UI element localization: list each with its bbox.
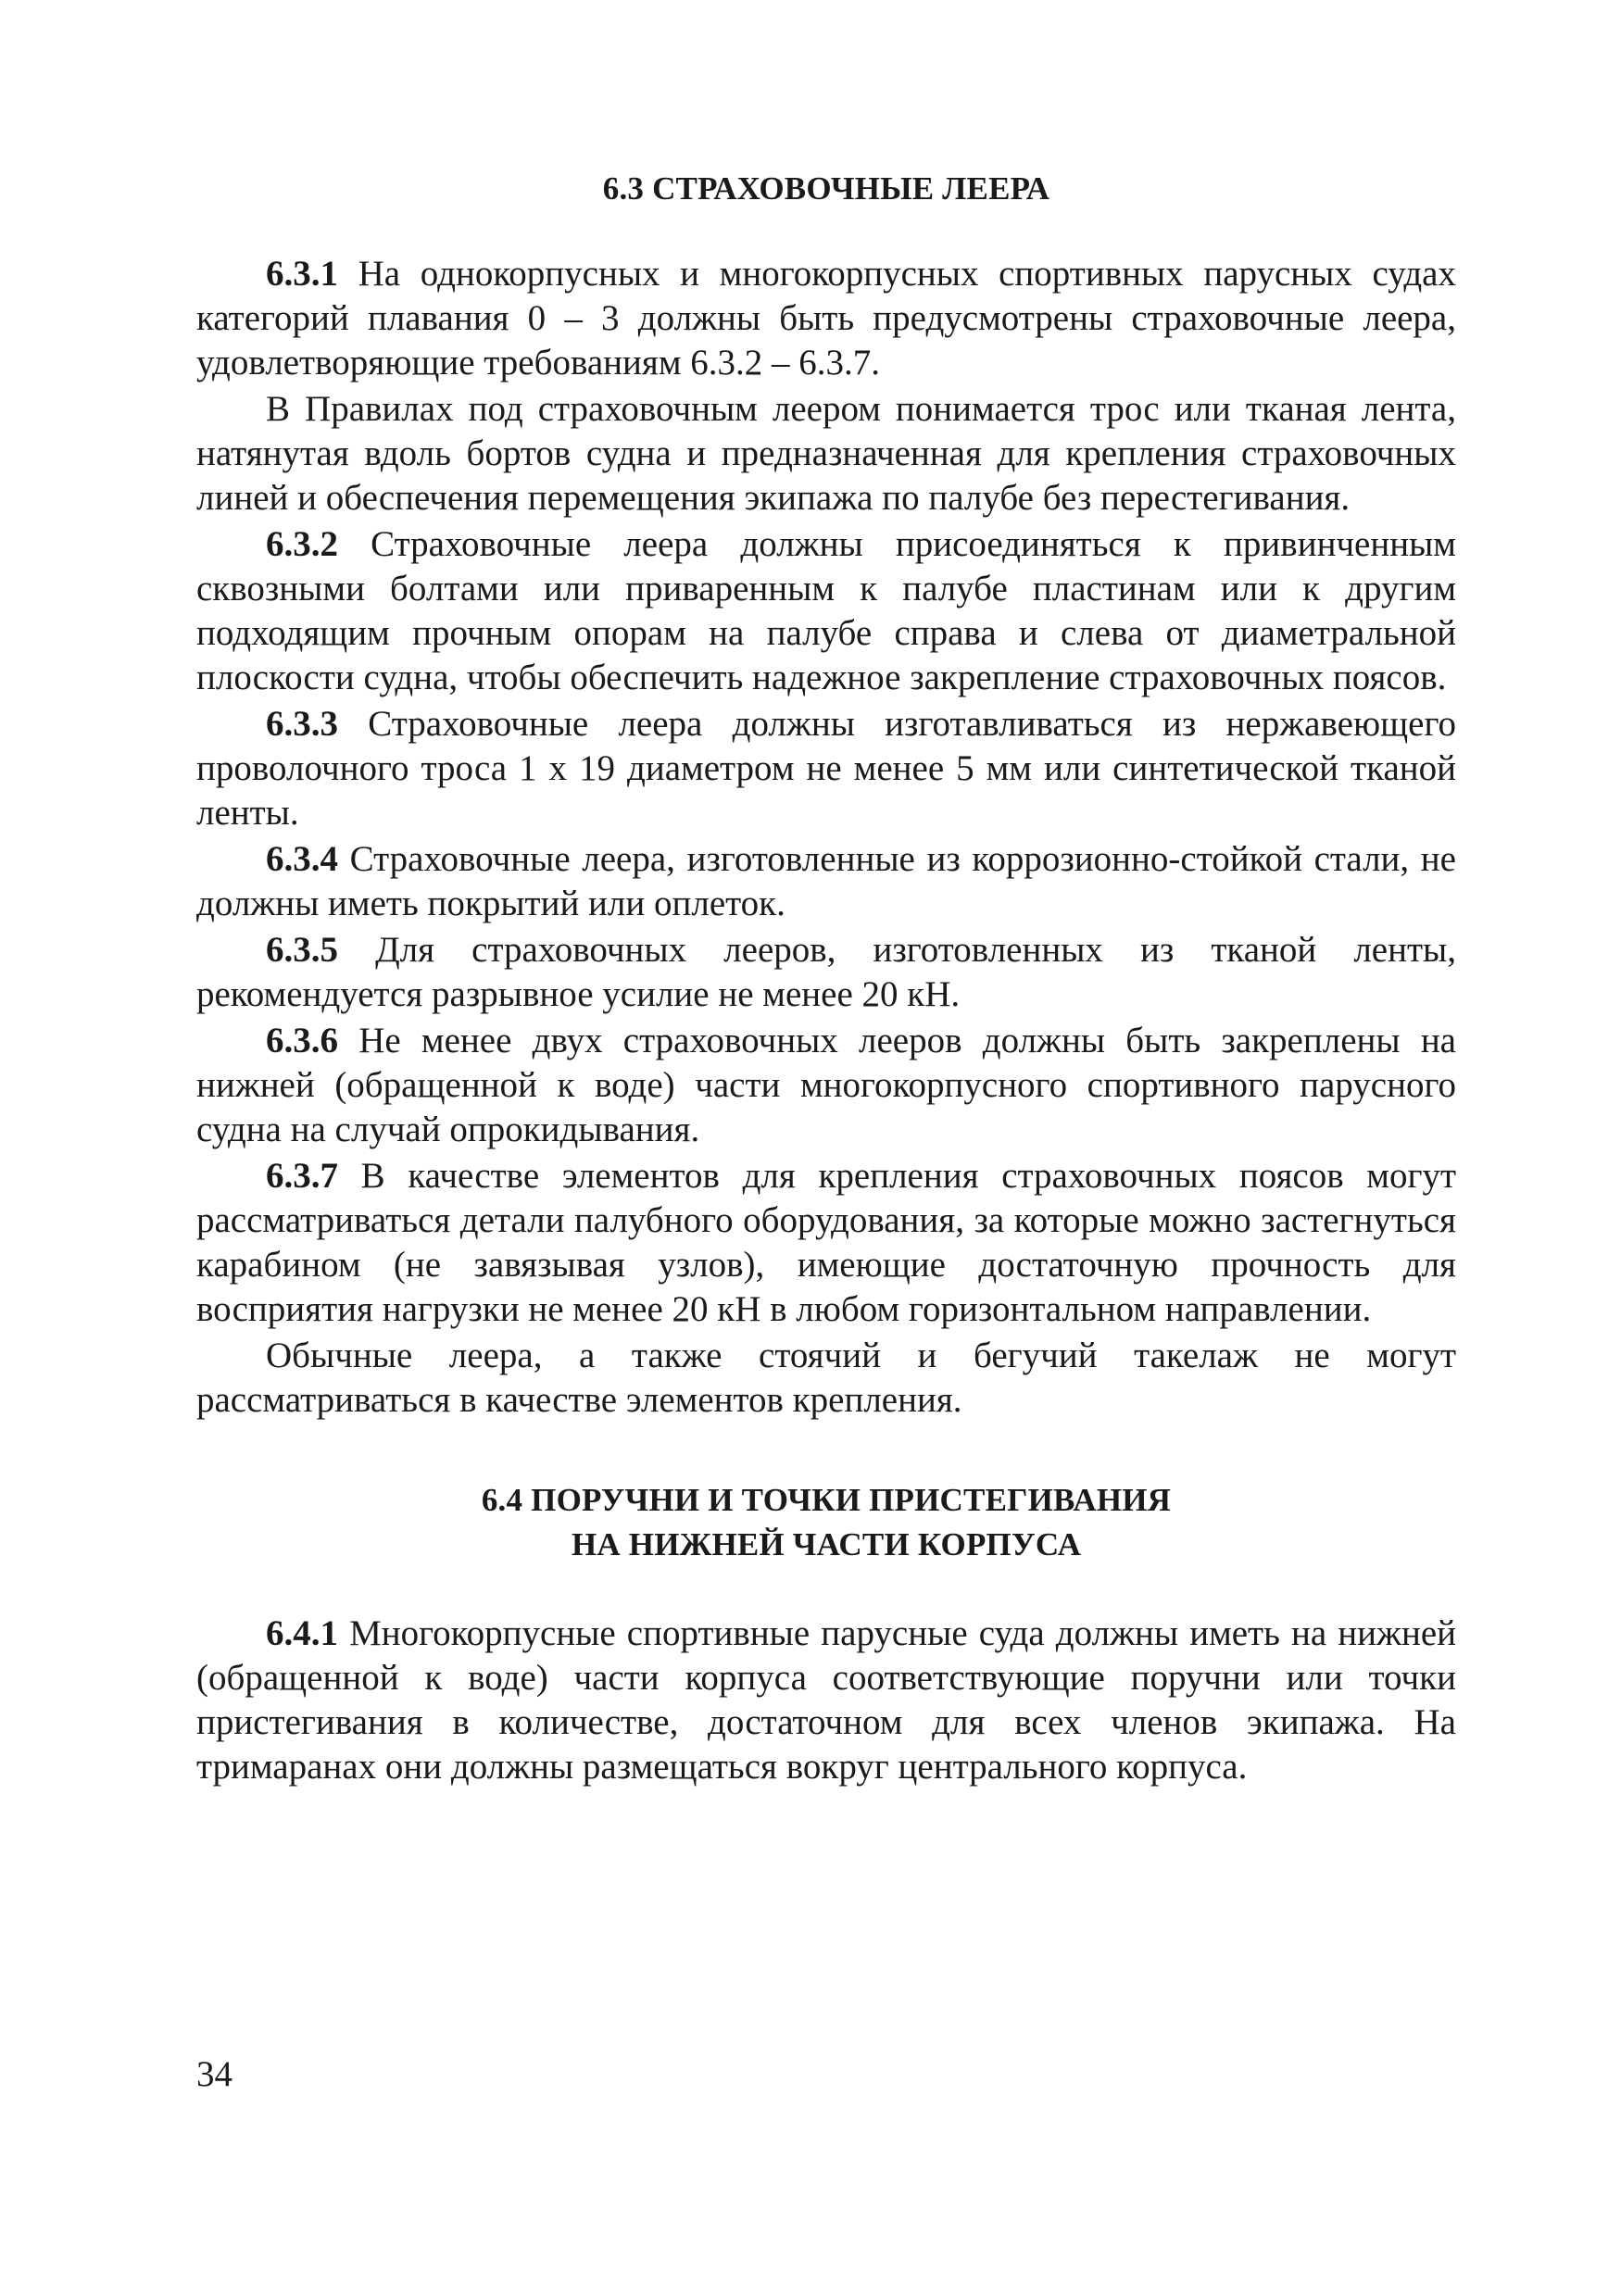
paragraph: [196, 1019, 1456, 1152]
document-page: [196, 167, 1456, 1791]
paragraph: [196, 702, 1456, 835]
clause-number: 6.3.3: [266, 704, 338, 744]
paragraph: [196, 1154, 1456, 1332]
clause-text: Не менее двух страховочных лееров должны быть закреплены на нижней (обращенной к воде) части многокорпусного спортивного парусного судна на случай опрокидывания.: [196, 1021, 1456, 1149]
clause-text: На однокорпусных и многокорпусных спортивных парусных судах категорий плавания 0 – 3 должны быть предусмотрены страховочные леера, удовлетворяющие требованиям 6.3.2 – 6.3.7.: [196, 254, 1456, 383]
paragraph: [196, 837, 1456, 926]
clause-number: 6.3.5: [266, 930, 338, 970]
paragraph: [196, 1612, 1456, 1789]
page-number: 34: [196, 2054, 232, 2094]
clause-text: Для страховочных лееров, изготовленных из тканой ленты, рекомендуется разрывное усилие не менее 20 кН.: [196, 930, 1456, 1014]
clause-text: В качестве элементов для крепления страховочных поясов могут рассматриваться детали палубного оборудования, за которые можно застегнуться карабином (не завязывая узлов), имеющие достаточную прочность для восприятия нагрузки не менее 20 кН в любом горизонтальном направлении.: [196, 1156, 1456, 1329]
clause-number: 6.4.1: [266, 1613, 338, 1653]
paragraph: [196, 522, 1456, 700]
clause-text: Многокорпусные спортивные парусные суда должны иметь на нижней (обращенной к воде) части корпуса соответствующие поручни или точки пристегивания в количестве, достаточном для всех членов экипажа. На тримаранах они должны размещаться вокруг центрального корпуса.: [196, 1613, 1456, 1787]
heading-line: 6.4 ПОРУЧНИ И ТОЧКИ ПРИСТЕГИВАНИЯ: [481, 1482, 1172, 1518]
clause-number: 6.3.2: [266, 524, 338, 564]
clause-number: 6.3.7: [266, 1156, 338, 1196]
paragraph: [196, 928, 1456, 1017]
heading-line: НА НИЖНЕЙ ЧАСТИ КОРПУСА: [571, 1526, 1082, 1562]
section-heading: [196, 1478, 1456, 1567]
section-heading: [196, 167, 1456, 211]
paragraph: [196, 387, 1456, 521]
paragraph: [196, 252, 1456, 385]
clause-text: В Правилах под страховочным леером понимается трос или тканая лента, натянутая вдоль бортов судна и предназначенная для крепления страховочных линей и обеспечения перемещения экипажа по палубе без перестегивания.: [196, 389, 1456, 518]
clause-number: 6.3.4: [266, 839, 338, 879]
clause-text: Страховочные леера должны изготавливаться из нержавеющего проволочного троса 1 х 19 диаметром не менее 5 мм или синтетической тканой ленты.: [196, 704, 1456, 833]
paragraph: [196, 1334, 1456, 1423]
clause-text: Страховочные леера должны присоединяться к привинченным сквозными болтами или приваренным к палубе пластинам или к другим подходящим прочным опорам на палубе справа и слева от диаметральной плоскости судна, чтобы обеспечить надежное закрепление страховочных поясов.: [196, 524, 1456, 697]
clause-number: 6.3.1: [266, 254, 338, 294]
clause-text: Страховочные леера, изготовленные из коррозионно-стойкой стали, не должны иметь покрытий или оплеток.: [196, 839, 1456, 923]
clause-text: Обычные леера, а также стоячий и бегучий такелаж не могут рассматриваться в качестве элементов крепления.: [196, 1336, 1456, 1420]
clause-number: 6.3.6: [266, 1021, 338, 1060]
heading-line: 6.3 СТРАХОВОЧНЫЕ ЛЕЕРА: [602, 170, 1050, 207]
